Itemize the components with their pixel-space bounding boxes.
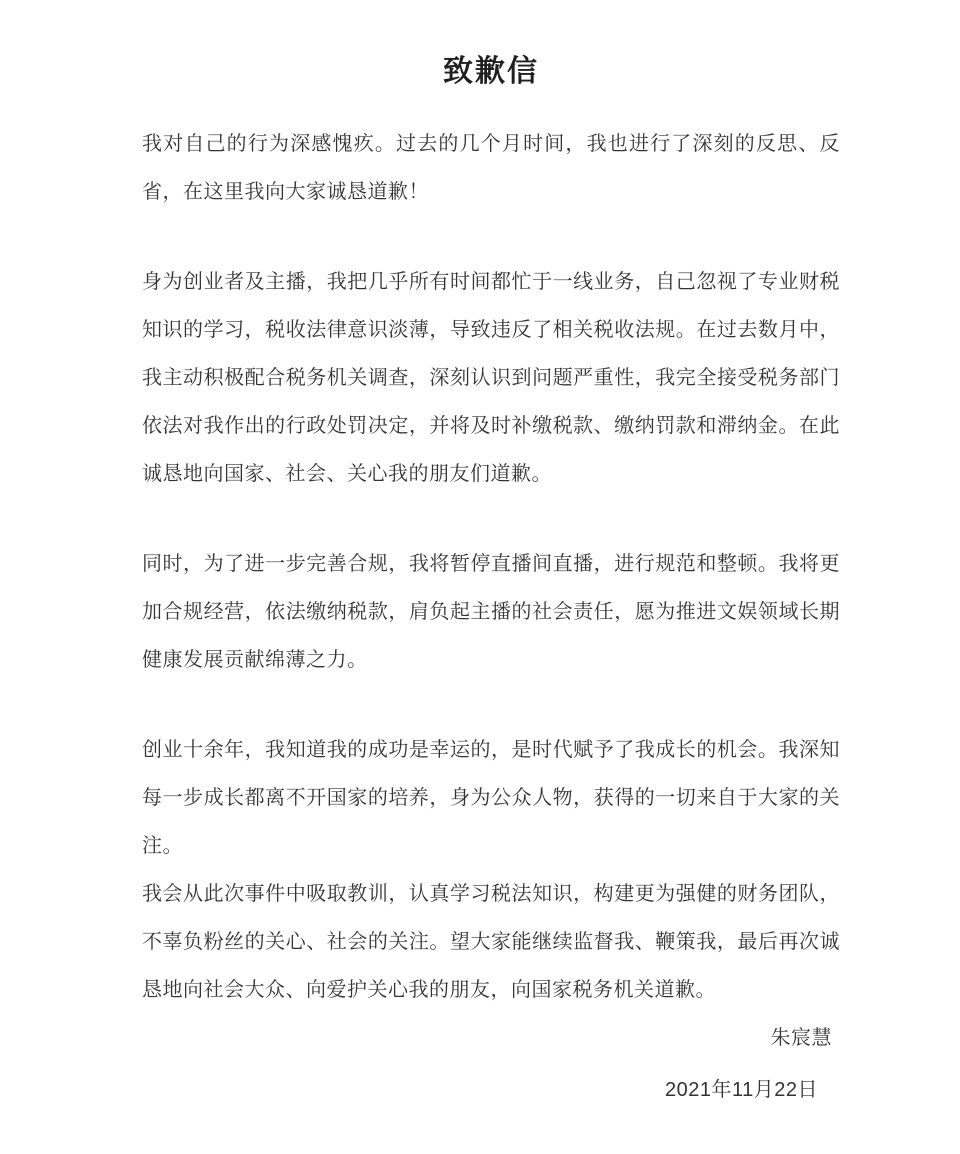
letter-paragraph-gratitude: 创业十余年，我知道我的成功是幸运的，是时代赋予了我成长的机会。我深知每一步成长都离不开国家的培养，身为公众人物，获得的一切来自于大家的关注。 [142, 739, 840, 857]
signature-name: 朱宸慧 [770, 1027, 832, 1049]
letter-title: 致歉信 [443, 55, 539, 88]
letter-paragraph-lesson: 我会从此次事件中吸取教训，认真学习税法知识，构建更为强健的财务团队，不辜负粉丝的关心、社会的关注。望大家能继续监督我、鞭策我，最后再次诚恳地向社会大众、向爱护关心我的朋友，向国家税务机关道歉。 [142, 883, 840, 1001]
letter-paragraph-tax-violation: 身为创业者及主播，我把几乎所有时间都忙于一线业务，自己忽视了专业财税知识的学习，税收法律意识淡薄，导致违反了相关税收法规。在过去数月中，我主动积极配合税务机关调查，深刻认识到问题严重性，我完全接受税务部门依法对我作出的行政处罚决定，并将及时补缴税款、缴纳罚款和滞纳金。在此诚恳地向国家、社会、关心我的朋友们道歉。 [142, 271, 840, 485]
letter-paragraph-rectification: 同时，为了进一步完善合规，我将暂停直播间直播，进行规范和整顿。我将更加合规经营，依法缴纳税款，肩负起主播的社会责任，愿为推进文娱领域长期健康发展贡献绵薄之力。 [142, 553, 840, 671]
letter-paragraph-intro: 我对自己的行为深感愧疚。过去的几个月时间，我也进行了深刻的反思、反省，在这里我向大家诚恳道歉！ [142, 133, 840, 203]
signature-date: 2021年11月22日 [665, 1079, 818, 1101]
